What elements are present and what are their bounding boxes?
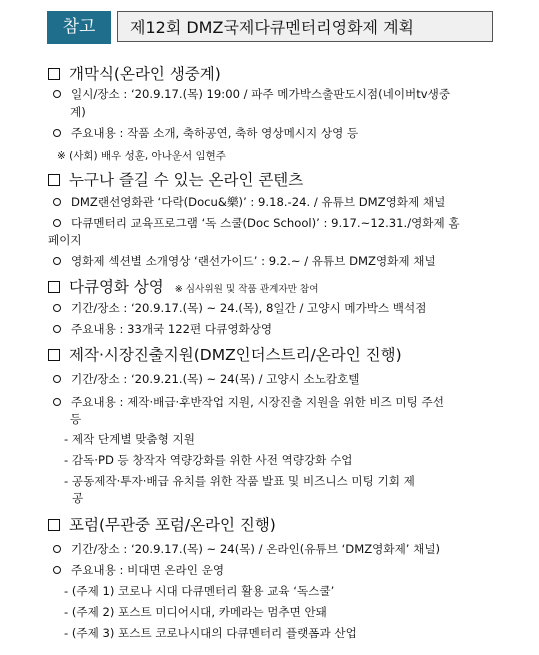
list-item: 기간/장소 : ‘20.9.17.(목) ~ 24(목) / 온라인(유튜브 ‘DMZ영화제’ 채널) bbox=[48, 541, 440, 557]
list-item: 주요내용 : 작품 소개, 축하공연, 축하 영상메시지 상영 등 bbox=[48, 125, 358, 141]
dash-item-continuation: 공 bbox=[72, 491, 84, 505]
document-header bbox=[47, 11, 494, 44]
dash-item: - 제작 단계별 맞춤형 지원 bbox=[64, 432, 195, 446]
list-item: DMZ랜선영화관 ‘다락(Docu&樂)’ : 9.18.-24. / 유튜브 DMZ영화제 채널 bbox=[48, 194, 445, 210]
note: ※ (사회) 배우 성훈, 아나운서 임현주 bbox=[57, 150, 226, 162]
dash-item: - (주제 3) 포스트 코로나시대의 다큐멘터리 플랫폼과 산업 bbox=[64, 626, 357, 640]
list-item-continuation: 계) bbox=[70, 105, 86, 119]
circle-bullet-icon bbox=[53, 219, 61, 227]
circle-bullet-icon bbox=[53, 304, 61, 312]
section-heading: 개막식(온라인 생중계) bbox=[48, 62, 221, 84]
circle-bullet-icon bbox=[53, 129, 61, 137]
circle-bullet-icon bbox=[53, 375, 61, 383]
circle-bullet-icon bbox=[53, 566, 61, 574]
checkbox-square-icon bbox=[48, 349, 60, 361]
document-title: 제12회 DMZ국제다큐멘터리영화제 계획 bbox=[117, 11, 493, 42]
dash-item: - 공동제작·투자·배급 유치를 위한 작품 발표 및 비즈니스 미팅 기회 제 bbox=[64, 474, 415, 488]
checkbox-square-icon bbox=[48, 68, 60, 80]
list-item: 일시/장소 : ‘20.9.17.(목) 19:00 / 파주 메가박스출판도시점(네이버tv생중 bbox=[48, 86, 450, 102]
circle-bullet-icon bbox=[53, 545, 61, 553]
dash-item: - (주제 1) 코로나 시대 다큐멘터리 활용 교육 ‘독스쿨’ bbox=[64, 584, 335, 598]
section-heading: 포럼(무관중 포럼/온라인 진행) bbox=[48, 513, 276, 535]
circle-bullet-icon bbox=[53, 198, 61, 206]
list-item: 주요내용 : 33개국 122편 다큐영화상영 bbox=[48, 321, 272, 337]
circle-bullet-icon bbox=[53, 90, 61, 98]
section-note: ※ 심사위원 및 작품 관계자만 참여 bbox=[174, 284, 319, 295]
checkbox-square-icon bbox=[48, 174, 60, 186]
circle-bullet-icon bbox=[53, 257, 61, 265]
list-item: 영화제 섹션별 소개영상 ‘랜선가이드’ : 9.2.~ / 유튜브 DMZ영화제 채널 bbox=[48, 253, 436, 269]
dash-item: - 감독·PD 등 창작자 역량강화를 위한 사전 역량강화 수업 bbox=[64, 453, 353, 467]
list-item-continuation: 페이지 bbox=[48, 233, 82, 247]
list-item: 주요내용 : 제작·배급·후반작업 지원, 시장진출 지원을 위한 비즈 미팅 주선 bbox=[48, 394, 444, 410]
circle-bullet-icon bbox=[53, 398, 61, 406]
dash-item: - (주제 2) 포스트 미디어시대, 카메라는 멈추면 안돼 bbox=[64, 605, 327, 619]
section-heading: 다큐영화 상영 ※ 심사위원 및 작품 관계자만 참여 bbox=[48, 275, 318, 297]
section-heading: 누구나 즐길 수 있는 온라인 콘텐츠 bbox=[48, 168, 303, 190]
list-item: 기간/장소 : ‘20.9.17.(목) ~ 24.(목), 8일간 / 고양시 메가박스 백석점 bbox=[48, 300, 426, 316]
list-item: 기간/장소 : ‘20.9.21.(목) ~ 24(목) / 고양시 소노캄호텔 bbox=[48, 371, 360, 387]
reference-tag: 참고 bbox=[47, 11, 111, 44]
circle-bullet-icon bbox=[53, 325, 61, 333]
list-item: 주요내용 : 비대면 온라인 운영 bbox=[48, 562, 224, 578]
checkbox-square-icon bbox=[48, 281, 60, 293]
list-item-continuation: 등 bbox=[70, 412, 82, 426]
checkbox-square-icon bbox=[48, 519, 60, 531]
list-item: 다큐멘터리 교육프로그램 ‘독 스쿨(Doc School)’ : 9.17.~12.31./영화제 홈 bbox=[48, 215, 460, 231]
section-heading: 제작·시장진출지원(DMZ인더스트리/온라인 진행) bbox=[48, 343, 402, 365]
